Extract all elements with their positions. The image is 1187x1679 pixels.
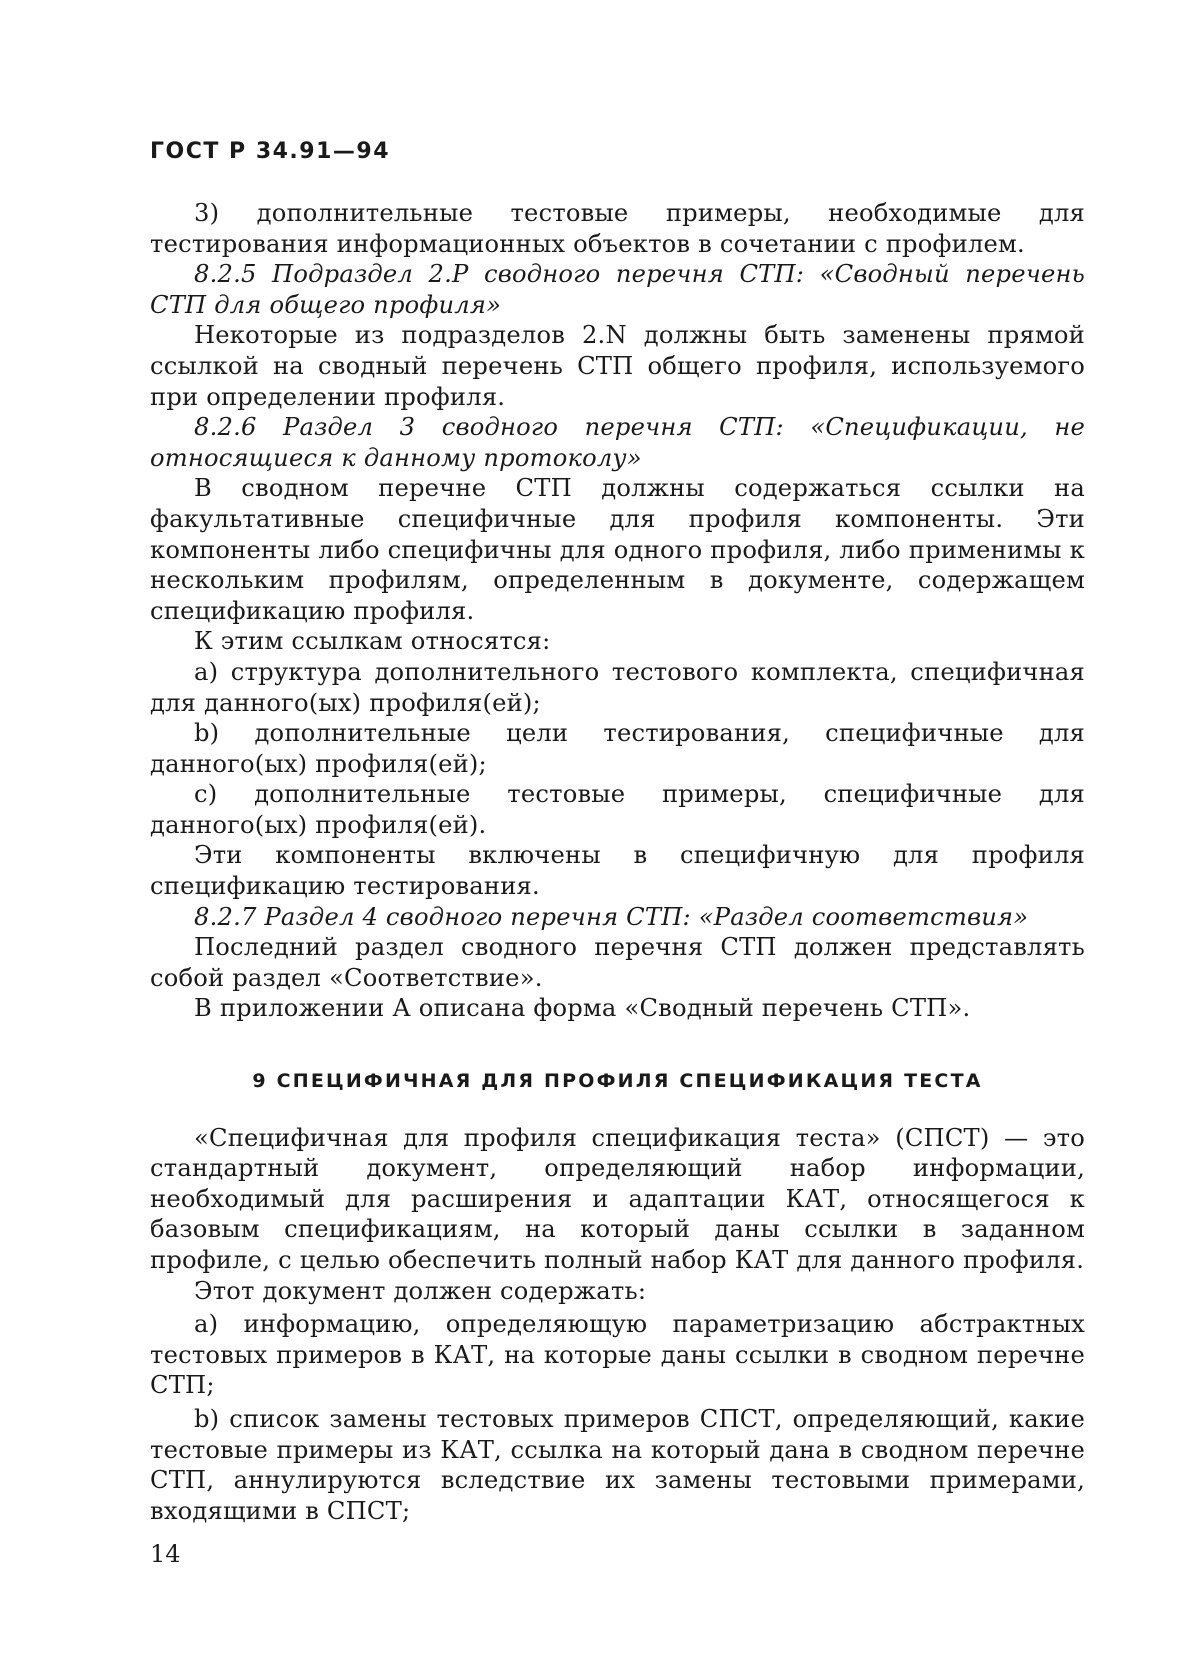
running-head: ГОСТ Р 34.91—94 [150, 139, 391, 164]
paragraph: Этот документ должен содержать: [194, 1276, 647, 1305]
list-item: b) дополнительные цели тестирования, специфичные для данного(ых) профиля(ей); [150, 719, 1085, 778]
paragraph: Некоторые из подразделов 2.N должны быть заменены прямой ссылкой на сводный перечень СТП общего профиля, используемого при определении профиля. [150, 321, 1085, 411]
list-item: а) структура дополнительного тестового комплекта, специфичная для данного(ых) профиля(ей); [150, 657, 1085, 717]
paragraph: 3) дополнительные тестовые примеры, необходимые для тестирования информационных объектов в сочетании с профилем. [150, 199, 1085, 258]
body-text [150, 198, 1085, 1526]
section-heading: 9 СПЕЦИФИЧНАЯ ДЛЯ ПРОФИЛЯ СПЕЦИФИКАЦИЯ ТЕСТА [252, 1070, 983, 1093]
list-item: b) список замены тестовых примеров СПСТ, определяющий, какие тестовые примеры из КАТ, ссылка на который дана в сводном перечне СТП, аннулируются вследствие их замены тестовыми примерами, входящими в СПСТ; [150, 1404, 1085, 1525]
subsection-heading: 8.2.6 Раздел 3 сводного перечня СТП: «Спецификации, не относящиеся к данному протоколу» [150, 413, 1085, 472]
paragraph: Последний раздел сводного перечня СТП должен представлять собой раздел «Соответствие». [150, 933, 1085, 992]
paragraph: В приложении А описана форма «Сводный перечень СТП». [194, 994, 971, 1023]
paragraph: К этим ссылкам относятся: [194, 627, 551, 656]
page-number: 14 [150, 1540, 181, 1568]
paragraph: В сводном перечне СТП должны содержаться ссылки на факультативные специфичные для профиля компоненты. Эти компоненты либо специфичны для одного профиля, либо применимы к нескольким профилям, определенным в документе, содержащем спецификацию профиля. [150, 474, 1085, 625]
subsection-heading: 8.2.7 Раздел 4 сводного перечня СТП: «Раздел соответствия» [194, 902, 1029, 931]
paragraph: «Специфичная для профиля спецификация теста» (СПСТ) — это стандартный документ, определяющий набор информации, необходимый для расширения и адаптации КАТ, относящегося к базовым спецификациям, на который даны ссылки в заданном профиле, с целью обеспечить полный набор КАТ для данного профиля. [150, 1123, 1085, 1274]
list-item: c) дополнительные тестовые примеры, специфичные для данного(ых) профиля(ей). [150, 780, 1085, 839]
paragraph: Эти компоненты включены в специфичную для профиля спецификацию тестирования. [150, 841, 1085, 901]
list-item: а) информацию, определяющую параметризацию абстрактных тестовых примеров в КАТ, на которые даны ссылки в сводном перечне СТП; [150, 1310, 1085, 1400]
subsection-heading: 8.2.5 Подраздел 2.Р сводного перечня СТП: «Сводный перечень СТП для общего профиля» [150, 260, 1085, 319]
